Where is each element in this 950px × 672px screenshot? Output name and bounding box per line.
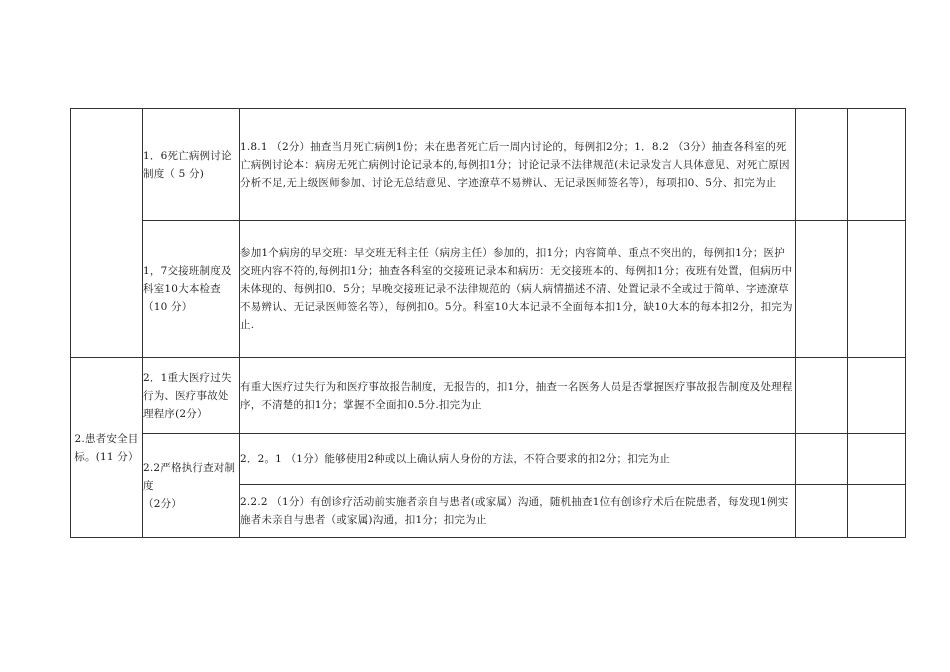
- criteria-text: 2.2.2 （1分）有创诊疗活动前实施者亲自与患者(或家属）沟通，随机抽查1位有创诊疗术后在院患者，每发现1例实施者未亲自与患者（或家属)沟通，扣1分；扣完为止: [240, 496, 789, 526]
- score-cell: [796, 485, 848, 538]
- criteria-text: 有重大医疗过失行为和医疗事故报告制度，无报告的，扣1分，抽查一名医务人员是否掌握医疗事故报告制度及处理程序，不清楚的扣1分；掌握不全面扣0.5分.扣完为止: [240, 380, 793, 411]
- item-label: 2．1重大医疗过失行为、医疗事故处理程序(2分）: [143, 371, 232, 420]
- remark-cell: [848, 109, 906, 221]
- score-cell: [796, 109, 848, 221]
- category-cell: [71, 358, 143, 538]
- remark-cell: [848, 221, 906, 358]
- score-cell: [796, 358, 848, 434]
- remark-cell: [848, 485, 906, 538]
- item-label: 2.2严格执行查对制度 （2分）: [143, 461, 236, 510]
- table-row: [71, 434, 906, 485]
- category-label: 2.患者安全目标。(11 分）: [74, 432, 139, 463]
- scoring-table: [70, 108, 906, 538]
- criteria-text: 1.8.1 （2分）抽查当月死亡病例1份；未在患者死亡后一周内讨论的，每例扣2分；1．8.2 （3分）抽查各科室的死亡病例讨论本：病房无死亡病例讨论记录本的,每例扣1分；讨论记录不法律规范(未记录发言人具体意见、对死亡原因分析不足,无上级医师参加、讨论无总结意见、字迹潦草不易辨认、无记录医师签名等），每项扣0、5分、扣完为止: [240, 140, 790, 189]
- table-row: [71, 221, 906, 358]
- criteria-cell: [240, 485, 796, 538]
- item-cell: [143, 434, 240, 538]
- item-label: 1．6死亡病例讨论制度（ 5 分): [143, 149, 232, 180]
- criteria-text: 2．2。1 （1分）能够使用2种或以上确认病人身份的方法，不符合要求的扣2分；扣完为止: [240, 453, 671, 465]
- item-cell: [143, 221, 240, 358]
- item-label: 1，7交接班制度及科室10大本检查（10 分）: [143, 265, 232, 313]
- remark-cell: [848, 358, 906, 434]
- table-row: [71, 358, 906, 434]
- criteria-cell: [240, 221, 796, 358]
- remark-cell: [848, 434, 906, 485]
- score-cell: [796, 221, 848, 358]
- criteria-cell: [240, 109, 796, 221]
- criteria-text: 参加1个病房的早交班：早交班无科主任（病房主任）参加的，扣1分；内容简单、重点不突出的，每例扣1分；医护交班内容不符的,每例扣1分；抽查各科室的交接班记录本和病历：无交接班本的、每例扣1分；夜班有处置，但病历中未体现的、每例扣0．5分；早晚交接班记录不法律规范的（病人病情描述不清、处置记录不全或过于简单、字迹潦草不易辨认、无记录医师签名等），每例扣0。5分。科室10大本记录不全面每本扣1分，缺10大本的每本扣2分，扣完为止.: [240, 247, 793, 331]
- score-cell: [796, 434, 848, 485]
- table-row: [71, 109, 906, 221]
- item-cell: [143, 358, 240, 434]
- category-cell: [71, 109, 143, 358]
- criteria-cell: [240, 358, 796, 434]
- item-cell: [143, 109, 240, 221]
- criteria-cell: [240, 434, 796, 485]
